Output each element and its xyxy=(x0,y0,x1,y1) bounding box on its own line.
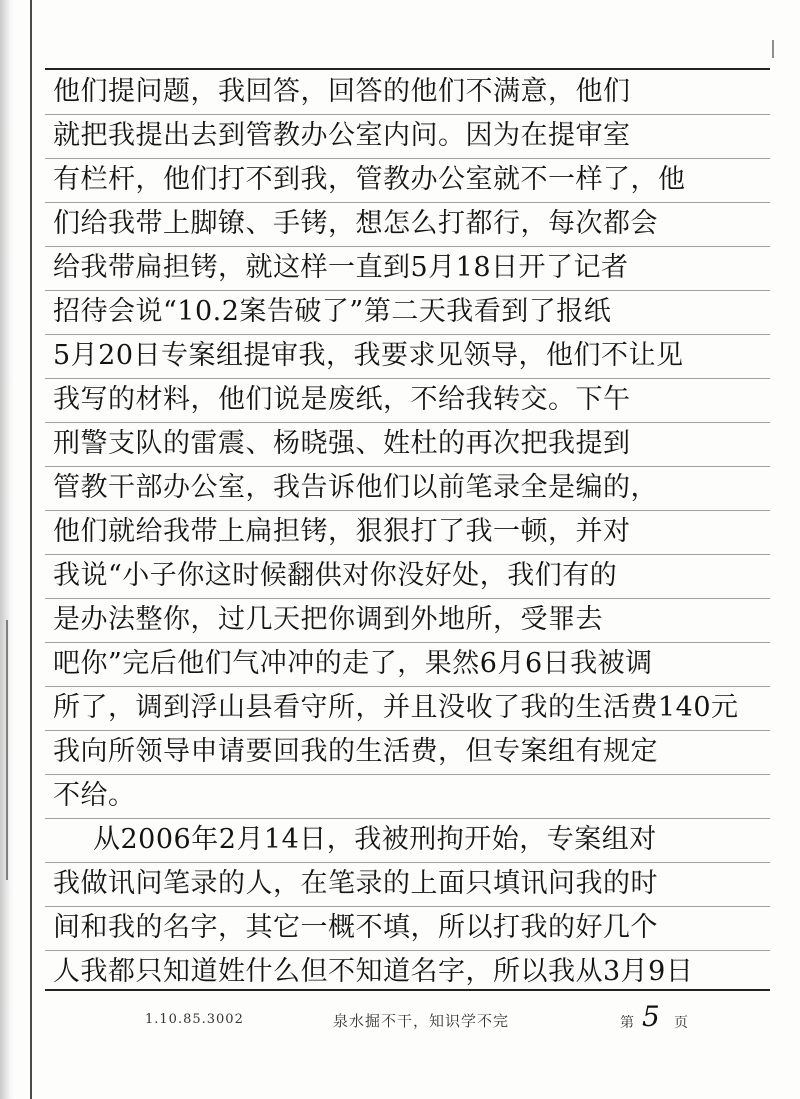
scan-edge-shadow xyxy=(0,0,14,1099)
ruled-line xyxy=(45,202,770,203)
text-line: 有栏杆，他们打不到我，管教办公室就不一样了，他 xyxy=(53,164,686,195)
ruled-line xyxy=(45,906,770,907)
left-margin-line xyxy=(30,0,32,1099)
left-edge-mark xyxy=(6,620,8,880)
text-line: 所了，调到浮山县看守所，并且没收了我的生活费140元 xyxy=(53,692,739,723)
text-line: 管教干部办公室，我告诉他们以前笔录全是编的， xyxy=(53,472,658,503)
page-footer xyxy=(45,1000,770,1036)
page-number: 5 xyxy=(642,1000,660,1033)
ruled-line xyxy=(45,730,770,731)
ruled-line xyxy=(45,378,770,379)
text-line: 人我都只知道姓什么但不知道名字，所以我从3月9日 xyxy=(53,956,694,987)
text-line: 我向所领导申请要回我的生活费，但专案组有规定 xyxy=(53,736,658,767)
ruled-line xyxy=(45,422,770,423)
text-line: 给我带扁担铐，就这样一直到5月18日开了记者 xyxy=(53,252,629,283)
ruled-line xyxy=(45,642,770,643)
text-line: 他们提问题，我回答，回答的他们不满意，他们 xyxy=(53,76,631,107)
text-line: 我说“小子你这时候翻供对你没好处，我们有的 xyxy=(53,560,618,591)
ruled-line xyxy=(45,818,770,819)
ruled-line xyxy=(45,510,770,511)
text-line: 是办法整你，过几天把你调到外地所，受罪去 xyxy=(53,604,603,635)
ruled-line xyxy=(45,950,770,951)
text-line: 从2006年2月14日，我被刑拘开始，专案组对 xyxy=(93,824,657,855)
ruled-line xyxy=(45,246,770,247)
ruled-line xyxy=(45,554,770,555)
ruled-line xyxy=(45,466,770,467)
text-line: 5月20日专案组提审我，我要求见领导，他们不让见 xyxy=(53,340,684,371)
text-line: 吧你”完后他们气冲冲的走了，果然6月6日我被调 xyxy=(53,648,653,679)
text-line: 们给我带上脚镣、手铐，想怎么打都行，每次都会 xyxy=(53,208,658,239)
footer-code: 1.10.85.3002 xyxy=(145,1012,244,1027)
footer-motto: 泉水掘不干，知识学不完 xyxy=(333,1012,510,1030)
text-line: 不给。 xyxy=(53,780,136,811)
text-line: 间和我的名字，其它一概不填，所以打我的好几个 xyxy=(53,912,658,943)
ruled-line xyxy=(45,334,770,335)
ruled-line xyxy=(45,774,770,775)
ruled-line xyxy=(45,686,770,687)
ruled-line xyxy=(45,290,770,291)
text-line: 他们就给我带上扁担铐，狠狠打了我一顿，并对 xyxy=(53,516,631,547)
page-suffix: 页 xyxy=(674,1015,688,1031)
text-line: 刑警支队的雷震、杨晓强、姓杜的再次把我提到 xyxy=(53,428,631,459)
text-line: 就把我提出去到管教办公室内问。因为在提审室 xyxy=(53,120,631,151)
ruled-line xyxy=(45,862,770,863)
ruled-line xyxy=(45,114,770,115)
ruled-line xyxy=(45,158,770,159)
text-line: 我写的材料，他们说是废纸，不给我转交。下午 xyxy=(53,384,631,415)
scan-speck xyxy=(772,40,774,58)
ruled-line xyxy=(45,598,770,599)
page-prefix: 第 xyxy=(620,1015,634,1031)
text-line: 招待会说“10.2案告破了”第二天我看到了报纸 xyxy=(53,296,612,327)
text-line: 我做讯问笔录的人，在笔录的上面只填讯问我的时 xyxy=(53,868,658,899)
